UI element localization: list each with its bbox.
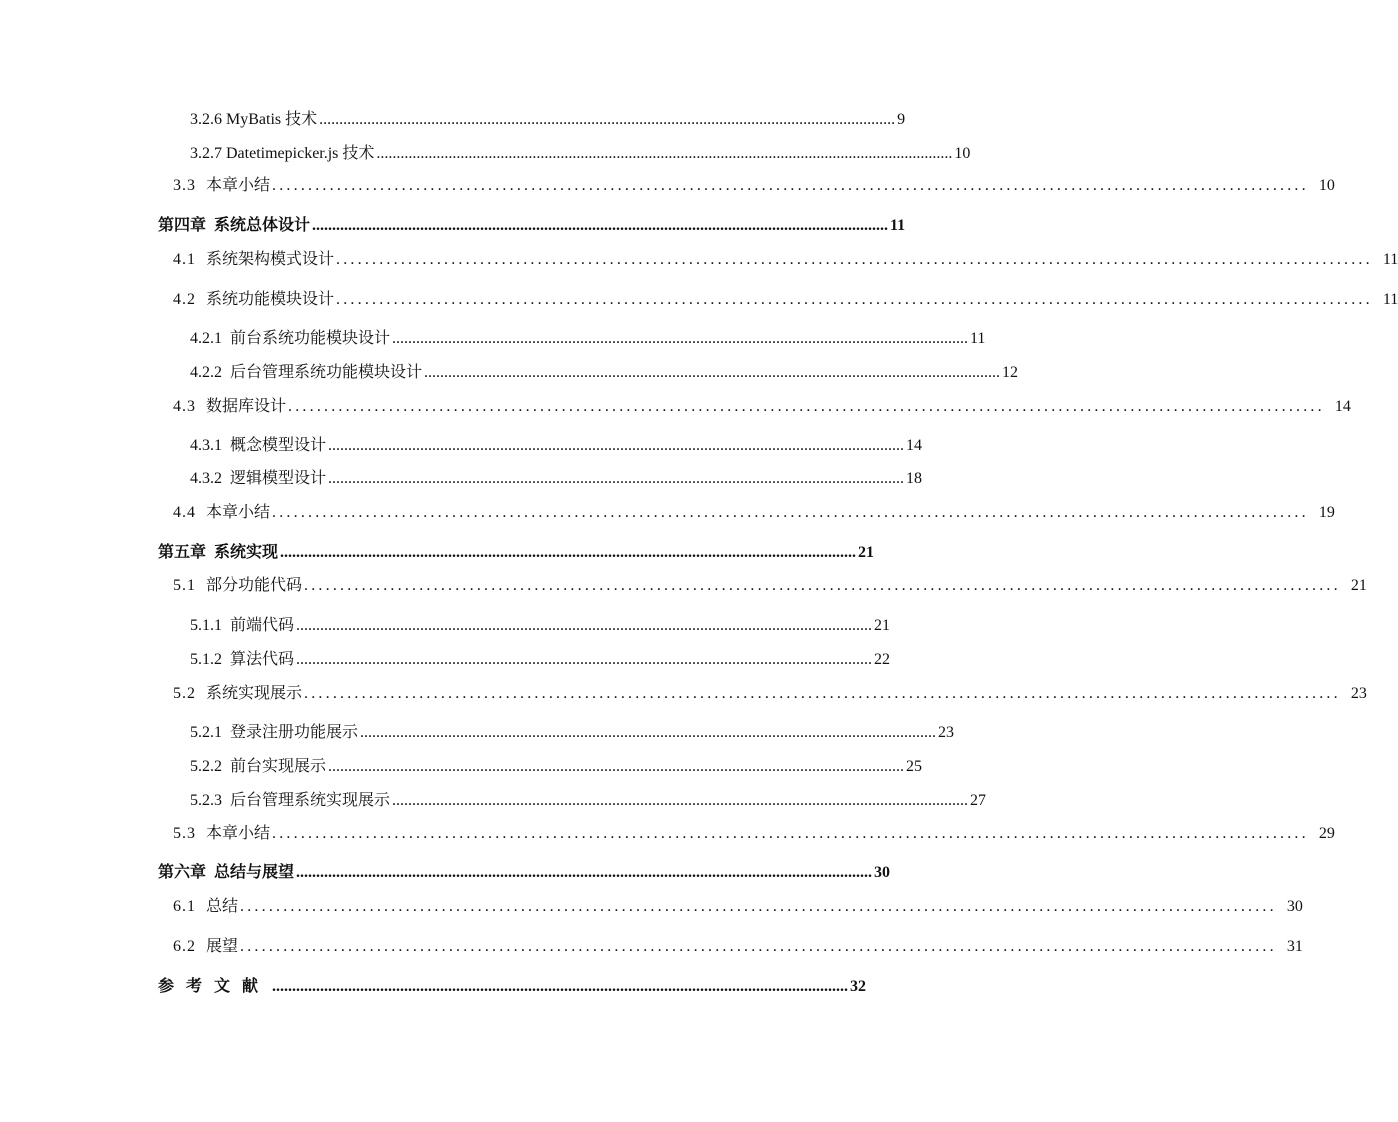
- toc-entry-title: 系统实现展示: [206, 685, 303, 702]
- toc-entry-number: 4.2.2: [190, 364, 222, 381]
- dot-leader: ................................................................................................................................................: [392, 792, 969, 809]
- toc-entry-page: 11: [1382, 251, 1398, 268]
- toc-entry-number: 4.2.1: [190, 330, 222, 347]
- toc-entry-3-2-7[interactable]: [190, 138, 971, 164]
- toc-entry-title: 前台实现展示: [230, 758, 327, 775]
- dot-leader: ................................................................................................................................................: [360, 724, 937, 741]
- toc-entry-number: 3.3: [173, 177, 196, 194]
- toc-entry-5-1[interactable]: [173, 570, 1367, 596]
- toc-entry-page: 30: [1286, 898, 1303, 915]
- toc-entry-page: 25: [906, 758, 923, 775]
- toc-entry-title: 概念模型设计: [230, 437, 327, 454]
- dot-leader: ................................................................................................................................................: [336, 251, 1373, 268]
- toc-entry-4-1[interactable]: [173, 244, 1398, 270]
- toc-entry-title: 数据库设计: [206, 398, 287, 415]
- toc-chapter-4[interactable]: [158, 210, 906, 236]
- toc-entry-page: 21: [1350, 577, 1367, 594]
- toc-entry-number: 5.2.1: [190, 724, 222, 741]
- toc-entry-4-2[interactable]: [173, 284, 1398, 310]
- toc-entry-page: 30: [874, 864, 891, 881]
- toc-entry-6-2[interactable]: [173, 931, 1303, 957]
- toc-entry-3-3[interactable]: [173, 170, 1335, 196]
- toc-entry-number: 5.1.2: [190, 651, 222, 668]
- toc-entry-title: 本章小结: [206, 825, 271, 842]
- toc-entry-4-2-1[interactable]: [190, 323, 986, 349]
- toc-entry-page: 19: [1318, 504, 1335, 521]
- toc-entry-page: 32: [850, 978, 867, 995]
- dot-leader: ................................................................................................................................................: [272, 177, 1309, 194]
- toc-entry-4-2-2[interactable]: [190, 357, 1019, 383]
- toc-entry-page: 11: [1382, 291, 1398, 308]
- toc-entry-number: 5.3: [173, 825, 196, 842]
- toc-chapter-number: 第六章: [158, 864, 207, 881]
- dot-leader: ................................................................................................................................................: [240, 938, 1277, 955]
- toc-entry-4-3[interactable]: [173, 391, 1351, 417]
- dot-leader: ................................................................................................................................................: [376, 145, 953, 162]
- dot-leader: ................................................................................................................................................: [272, 978, 849, 995]
- toc-entry-title: 总结: [206, 898, 239, 915]
- dot-leader: ................................................................................................................................................: [288, 398, 1325, 415]
- dot-leader: ................................................................................................................................................: [328, 758, 905, 775]
- dot-leader: ................................................................................................................................................: [280, 544, 857, 561]
- dot-leader: ................................................................................................................................................: [296, 864, 873, 881]
- toc-entry-4-4[interactable]: [173, 497, 1335, 523]
- toc-entry-page: 27: [970, 792, 987, 809]
- toc-entry-5-2-2[interactable]: [190, 751, 923, 777]
- toc-entry-5-1-2[interactable]: [190, 644, 891, 670]
- toc-entry-number: 5.2: [173, 685, 196, 702]
- toc-entry-6-1[interactable]: [173, 891, 1303, 917]
- toc-entry-5-2-1[interactable]: [190, 717, 955, 743]
- toc-entry-title: 本章小结: [206, 504, 271, 521]
- toc-entry-number: 4.4: [173, 504, 196, 521]
- toc-entry-5-1-1[interactable]: [190, 610, 891, 636]
- toc-entry-title: 前端代码: [230, 617, 295, 634]
- toc-entry-title: 登录注册功能展示: [230, 724, 359, 741]
- toc-entry-number: 4.3.2: [190, 470, 222, 487]
- toc-entry-title: 系统架构模式设计: [206, 251, 335, 268]
- toc-entry-page: 31: [1286, 938, 1303, 955]
- dot-leader: ................................................................................................................................................: [272, 825, 1309, 842]
- dot-leader: ................................................................................................................................................: [328, 470, 905, 487]
- toc-entry-number: 5.2.3: [190, 792, 222, 809]
- toc-entry-title: 前台系统功能模块设计: [230, 330, 391, 347]
- toc-chapter-number: 第五章: [158, 544, 207, 561]
- toc-entry-5-3[interactable]: [173, 818, 1335, 844]
- toc-chapter-title: 系统实现: [214, 544, 279, 561]
- toc-entry-number: 5.1.1: [190, 617, 222, 634]
- dot-leader: ................................................................................................................................................: [336, 291, 1373, 308]
- dot-leader: ................................................................................................................................................: [272, 504, 1309, 521]
- toc-entry-page: 11: [970, 330, 986, 347]
- toc-entry-number: 4.3.1: [190, 437, 222, 454]
- dot-leader: ................................................................................................................................................: [304, 685, 1341, 702]
- toc-entry-page: 21: [874, 617, 891, 634]
- toc-entry-title: 部分功能代码: [206, 577, 303, 594]
- toc-entry-4-3-1[interactable]: [190, 430, 923, 456]
- dot-leader: ................................................................................................................................................: [328, 437, 905, 454]
- toc-entry-5-2[interactable]: [173, 678, 1367, 704]
- toc-chapter-number: 第四章: [158, 217, 207, 234]
- toc-entry-title: Datetimepicker.js 技术: [226, 145, 375, 162]
- toc-entry-3-2-6[interactable]: [190, 104, 906, 130]
- toc-entry-title: MyBatis 技术: [226, 111, 318, 128]
- dot-leader: ................................................................................................................................................: [319, 111, 896, 128]
- toc-chapter-6[interactable]: [158, 857, 891, 883]
- toc-entry-page: 14: [906, 437, 923, 454]
- toc-entry-number: 5.1: [173, 577, 196, 594]
- toc-entry-number: 3.2.6: [190, 111, 222, 128]
- toc-entry-5-2-3[interactable]: [190, 785, 987, 811]
- toc-entry-number: 3.2.7: [190, 145, 222, 162]
- toc-references-title: 参考文献: [158, 978, 271, 995]
- toc-entry-page: 23: [1350, 685, 1367, 702]
- toc-entry-number: 6.1: [173, 898, 196, 915]
- toc-entry-title: 系统功能模块设计: [206, 291, 335, 308]
- toc-entry-number: 4.2: [173, 291, 196, 308]
- toc-chapter-5[interactable]: [158, 537, 875, 563]
- dot-leader: ................................................................................................................................................: [312, 217, 889, 234]
- toc-entry-4-3-2[interactable]: [190, 463, 923, 489]
- toc-entry-page: 12: [1002, 364, 1019, 381]
- toc-entry-title: 本章小结: [206, 177, 271, 194]
- dot-leader: ................................................................................................................................................: [392, 330, 969, 347]
- toc-entry-title: 后台管理系统功能模块设计: [230, 364, 423, 381]
- dot-leader: ................................................................................................................................................: [240, 898, 1277, 915]
- toc-entry-page: 23: [938, 724, 955, 741]
- toc-chapter-title: 系统总体设计: [214, 217, 311, 234]
- toc-entry-title: 展望: [206, 938, 239, 955]
- toc-entry-number: 4.1: [173, 251, 196, 268]
- toc-entry-page: 21: [858, 544, 875, 561]
- toc-chapter-title: 总结与展望: [214, 864, 295, 881]
- toc-entry-page: 14: [1334, 398, 1351, 415]
- toc-entry-title: 逻辑模型设计: [230, 470, 327, 487]
- toc-entry-page: 10: [1318, 177, 1335, 194]
- toc-entry-title: 后台管理系统实现展示: [230, 792, 391, 809]
- dot-leader: ................................................................................................................................................: [296, 651, 873, 668]
- toc-entry-title: 算法代码: [230, 651, 295, 668]
- toc-references[interactable]: [158, 971, 867, 997]
- toc-entry-page: 9: [897, 111, 906, 128]
- toc-entry-page: 10: [954, 145, 971, 162]
- toc-entry-page: 22: [874, 651, 891, 668]
- toc-entry-number: 4.3: [173, 398, 196, 415]
- toc-entry-number: 6.2: [173, 938, 196, 955]
- toc-entry-number: 5.2.2: [190, 758, 222, 775]
- toc-entry-page: 29: [1318, 825, 1335, 842]
- toc-entry-page: 18: [906, 470, 923, 487]
- dot-leader: ................................................................................................................................................: [304, 577, 1341, 594]
- dot-leader: ................................................................................................................................................: [424, 364, 1001, 381]
- dot-leader: ................................................................................................................................................: [296, 617, 873, 634]
- toc-entry-page: 11: [890, 217, 906, 234]
